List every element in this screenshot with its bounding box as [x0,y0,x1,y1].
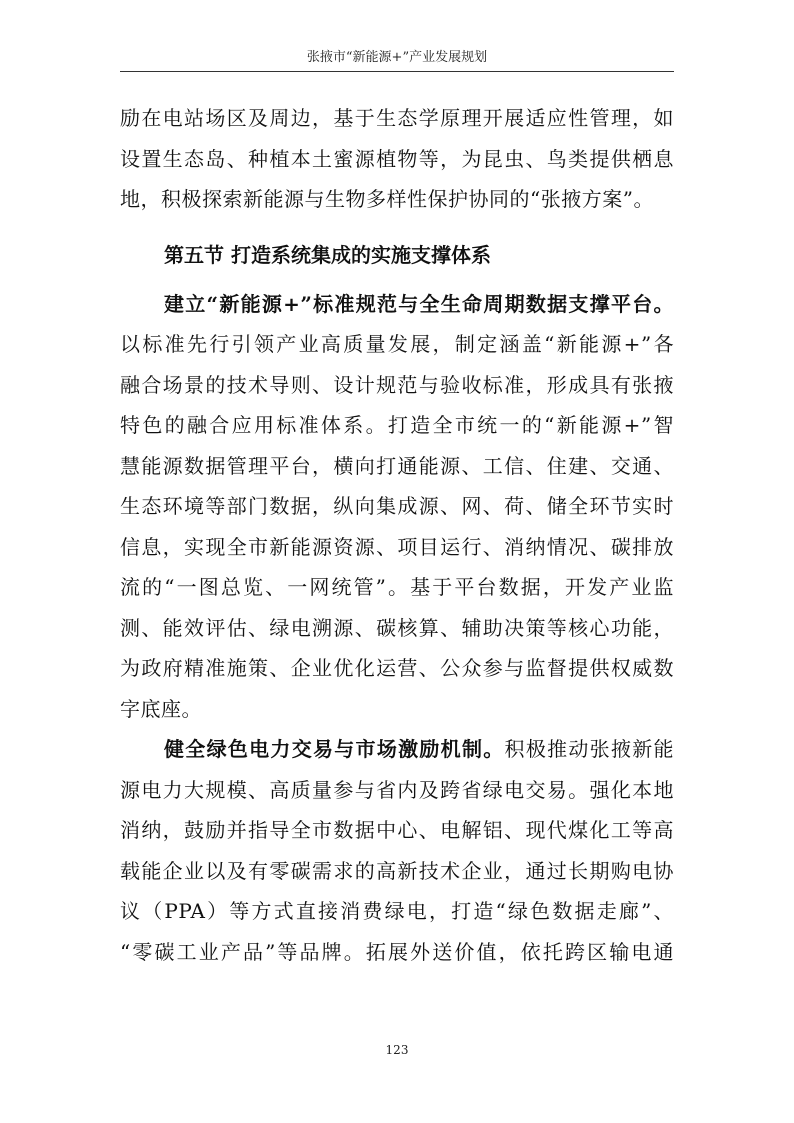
text-line: 消纳，鼓励并指导全市数据中心、电解铝、现代煤化工等高 [120,818,674,842]
header-divider [120,71,674,72]
section-heading: 第五节 打造系统集成的实施支撑体系 [164,242,491,267]
text-run: 积极推动张掖新能 [504,737,675,761]
text-line: 地，积极探索新能源与生物多样性保护协同的“张掖方案”。 [120,187,654,211]
paragraph-lead-bold: 建立“新能源+”标准规范与全生命周期数据支撑平台。 [164,291,674,316]
text-line [120,729,674,770]
text-line: 励在电站场区及周边，基于生态学原理开展适应性管理，如 [120,106,674,130]
text-line: 测、能效评估、绿电溯源、碳核算、辅助决策等核心功能， [120,615,674,640]
paragraph-standards-platform [120,284,674,730]
text-line: 特色的融合应用标准体系。打造全市统一的“新能源+”智 [120,413,674,437]
paragraph-lead-bold: 健全绿色电力交易与市场激励机制。 [164,737,505,761]
text-line: 为政府精准施策、企业优化运营、公众参与监督提供权威数 [120,656,674,680]
paragraph-ecology [120,98,674,220]
document-body [120,98,674,972]
text-line: 融合场景的技术导则、设计规范与验收标准，形成具有张掖 [120,372,674,397]
paragraph-green-power-trading [120,729,674,972]
text-line: 设置生态岛、种植本土蜜源植物等，为昆虫、鸟类提供栖息 [120,146,674,171]
text-line: 字底座。 [120,696,202,721]
text-line: 信息，实现全市新能源资源、项目运行、消纳情况、碳排放 [120,534,674,559]
text-line: 慧能源数据管理平台，横向打通能源、工信、住建、交通、 [120,453,674,478]
text-line: 流的“一图总览、一网统管”。基于平台数据，开发产业监 [120,575,674,599]
text-line: 载能企业以及有零碳需求的高新技术企业，通过长期购电协 [120,858,674,883]
text-line: 源电力大规模、高质量参与省内及跨省绿电交易。强化本地 [120,777,674,802]
running-header: 张掖市“新能源+”产业发展规划 [306,50,488,65]
page-number: 123 [385,1043,409,1057]
text-line: 议（PPA）等方式直接消费绿电，打造“绿色数据走廊”、 [120,899,674,923]
text-line: “零碳工业产品”等品牌。拓展外送价值，依托跨区输电通 [120,939,674,964]
text-line: 生态环境等部门数据，纵向集成源、网、荷、储全环节实时 [120,494,674,518]
text-line: 以标准先行引领产业高质量发展，制定涵盖“新能源+”各 [120,332,674,356]
